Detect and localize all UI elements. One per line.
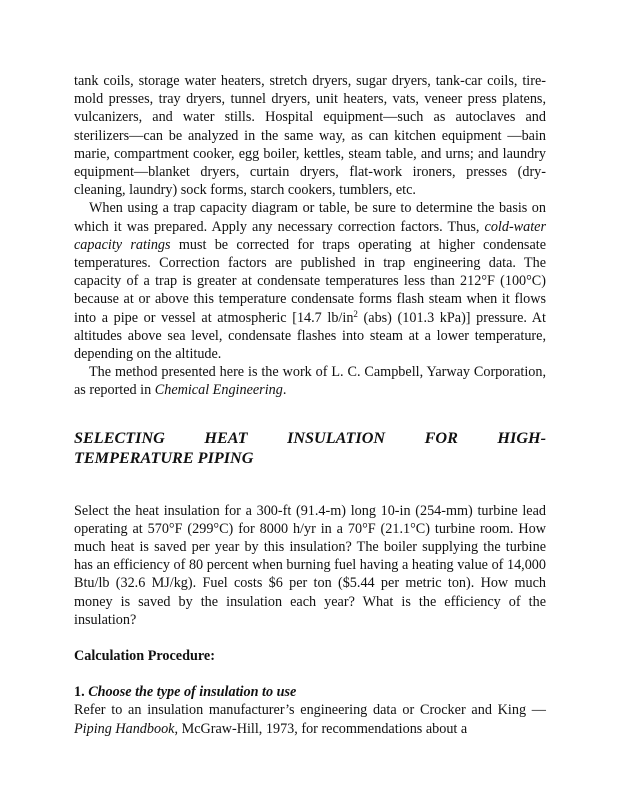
text-segment: must be corrected for traps operating at higher condensate temperatures. Correction factors are published in trap engineering data. The capacity of a trap is greater at condensate temperatures less than 212°F (100°C) because at or above this temperature condensate forms flash steam when it flows into a pipe or vessel at atmospheric [14.7 lb/in xyxy=(74,236,546,326)
section-heading-line1: SELECTING HEAT INSULATION FOR HIGH- xyxy=(74,428,546,447)
text-segment: The method presented here is the work of L. C. Campbell, Yarway Corporation, as reported in xyxy=(74,364,546,399)
superscript-two: 2 xyxy=(353,308,358,319)
problem-statement: Select the heat insulation for a 300-ft (91.4-m) long 10-in (254-mm) turbine lead operating at 570°F (299°C) for 8000 h/yr in a 70°F (21.1°C) turbine room. How much heat is saved per year by this insulation? The boiler supplying the turbine has an efficiency of 80 percent when burning fuel having a heating value of 14,000 Btu/lb (32.6 MJ/kg). Fuel costs $6 per ton ($5.44 per metric ton). How much money is saved by the insulation each year? What is the efficiency of the insulation? xyxy=(74,502,546,628)
calculation-procedure-heading: Calculation Procedure: xyxy=(74,648,215,665)
section-heading-line2: TEMPERATURE PIPING xyxy=(74,448,254,467)
step-title: Choose the type of insulation to use xyxy=(88,684,297,701)
emphasis-book-title: Piping Handbook xyxy=(74,720,175,737)
page-body xyxy=(74,72,546,738)
emphasis-journal-name: Chemical Engineering xyxy=(154,382,283,399)
text-segment: (abs) (101.3 kPa)] pressure. At altitudes above sea level, condensate flashes into steam at a lower temperature, depending on the altitude. xyxy=(74,309,546,363)
text-segment: . xyxy=(282,382,287,399)
emphasis-cold-water-ratings: cold-water capacity ratings xyxy=(74,218,546,253)
text-segment: When using a trap capacity diagram or table, be sure to determine the basis on which it was prepared. Apply any necessary correction factors. Thus, xyxy=(74,200,546,235)
text-segment: , McGraw-Hill, 1973, for recommendations about a xyxy=(174,720,468,737)
paragraph-equipment-list: tank coils, storage water heaters, stretch dryers, sugar dryers, tank-car coils, tire-mold presses, tray dryers, tunnel dryers, unit heaters, vats, veneer press platens, vulcanizers, and water stills. Hospital equipment—such as autoclaves and sterilizers—can be analyzed in the same way, as can kitchen equipment —bain marie, compartment cooker, egg boiler, kettles, steam table, and urns; and laundry equipment—blanket dryers, curtain dryers, flat-work ironers, presses (dry-cleaning, laundry) sock forms, starch cookers, tumblers, etc. xyxy=(74,73,546,199)
text-segment: Refer to an insulation manufacturer’s engineering data or Crocker and King — xyxy=(74,702,546,719)
section-heading xyxy=(74,428,546,468)
step-number: 1. xyxy=(74,684,89,701)
paragraph-method-credit xyxy=(74,363,546,399)
paragraph-trap-capacity xyxy=(74,199,546,363)
step-1-text xyxy=(74,701,546,737)
step-1-heading xyxy=(74,683,546,701)
